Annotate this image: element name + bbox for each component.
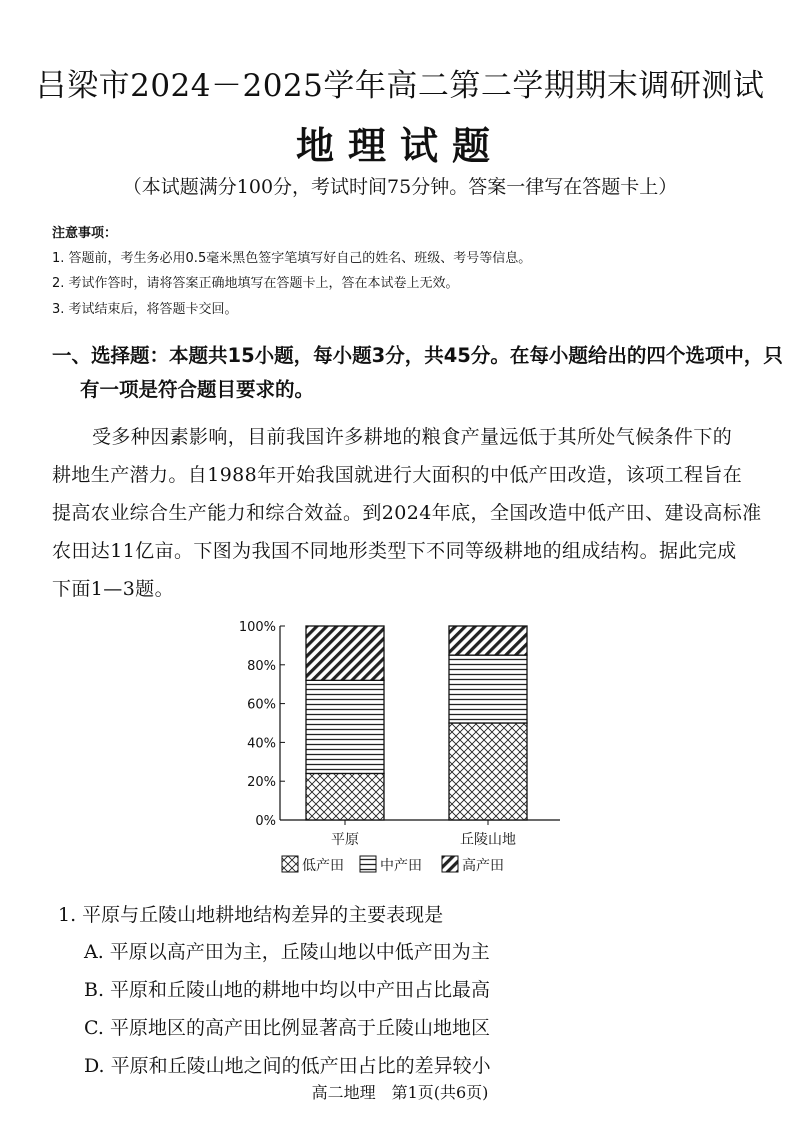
y-tick-label: 60% [247,697,276,713]
section-heading: 一、选择题：本题共15小题，每小题3分，共45分。在每小题给出的四个选项中，只 [52,344,783,367]
option-c: C. 平原地区的高产田比例显著高于丘陵山地地区 [84,1017,490,1039]
bar-segment [449,626,527,655]
section-heading-cont: 有一项是符合题目要求的。 [80,378,315,401]
legend-swatch [442,856,458,872]
y-tick-label: 80% [247,658,276,674]
bar-segment [449,723,527,820]
exam-title: 吕梁市2024－2025学年高二第二学期期末调研测试 [35,68,765,104]
passage-line: 耕地生产潜力。自1988年开始我国就进行大面积的中低产田改造，该项工程旨在 [52,464,743,486]
subject-title: 地理试题 [295,124,504,168]
passage-line: 提高农业综合生产能力和综合效益。到2024年底，全国改造中低产田、建设高标准 [52,502,762,524]
legend-label: 低产田 [302,858,344,874]
y-tick-label: 0% [255,814,276,829]
x-tick-label: 丘陵山地 [460,832,516,848]
passage-line: 农田达11亿亩。下图为我国不同地形类型下不同等级耕地的组成结构。据此完成 [52,540,737,562]
bar-segment [449,655,527,723]
chart-bars [306,626,527,848]
notice-item: 3. 考试结束后，将答题卡交回。 [52,302,238,317]
x-tick-label: 平原 [331,832,359,848]
bar-segment [306,680,384,773]
notice-item: 2. 考试作答时，请将答案正确地填写在答题卡上，答在本试卷上无效。 [52,276,459,291]
bar-segment [306,626,384,680]
question-stem: 1. 平原与丘陵山地耕地结构差异的主要表现是 [58,904,444,926]
passage-line: 受多种因素影响，目前我国许多耕地的粮食产量远低于其所处气候条件下的 [92,426,733,448]
legend-label: 中产田 [380,858,422,874]
notice-title: 注意事项： [52,226,118,241]
bar-segment [306,773,384,820]
legend-swatch [360,856,376,872]
page-footer: 高二地理 第1页(共6页) [311,1083,489,1102]
stacked-bar-chart [220,612,580,892]
option-a: A. 平原以高产田为主，丘陵山地以中低产田为主 [84,941,490,963]
option-b: B. 平原和丘陵山地的耕地中均以中产田占比最高 [84,979,491,1001]
y-tick-label: 40% [247,736,276,752]
y-tick-label: 100% [238,620,276,635]
exam-info: （本试题满分100分，考试时间75分钟。答案一律写在答题卡上） [122,176,678,198]
legend-swatch [282,856,298,872]
legend-label: 高产田 [462,858,504,874]
option-d: D. 平原和丘陵山地之间的低产田占比的差异较小 [84,1055,491,1077]
y-tick-label: 20% [247,775,276,791]
notice-item: 1. 答题前，考生务必用0.5毫米黑色签字笔填写好自己的姓名、班级、考号等信息。 [52,251,532,266]
chart-legend [282,856,504,874]
passage-line: 下面1—3题。 [52,578,174,600]
